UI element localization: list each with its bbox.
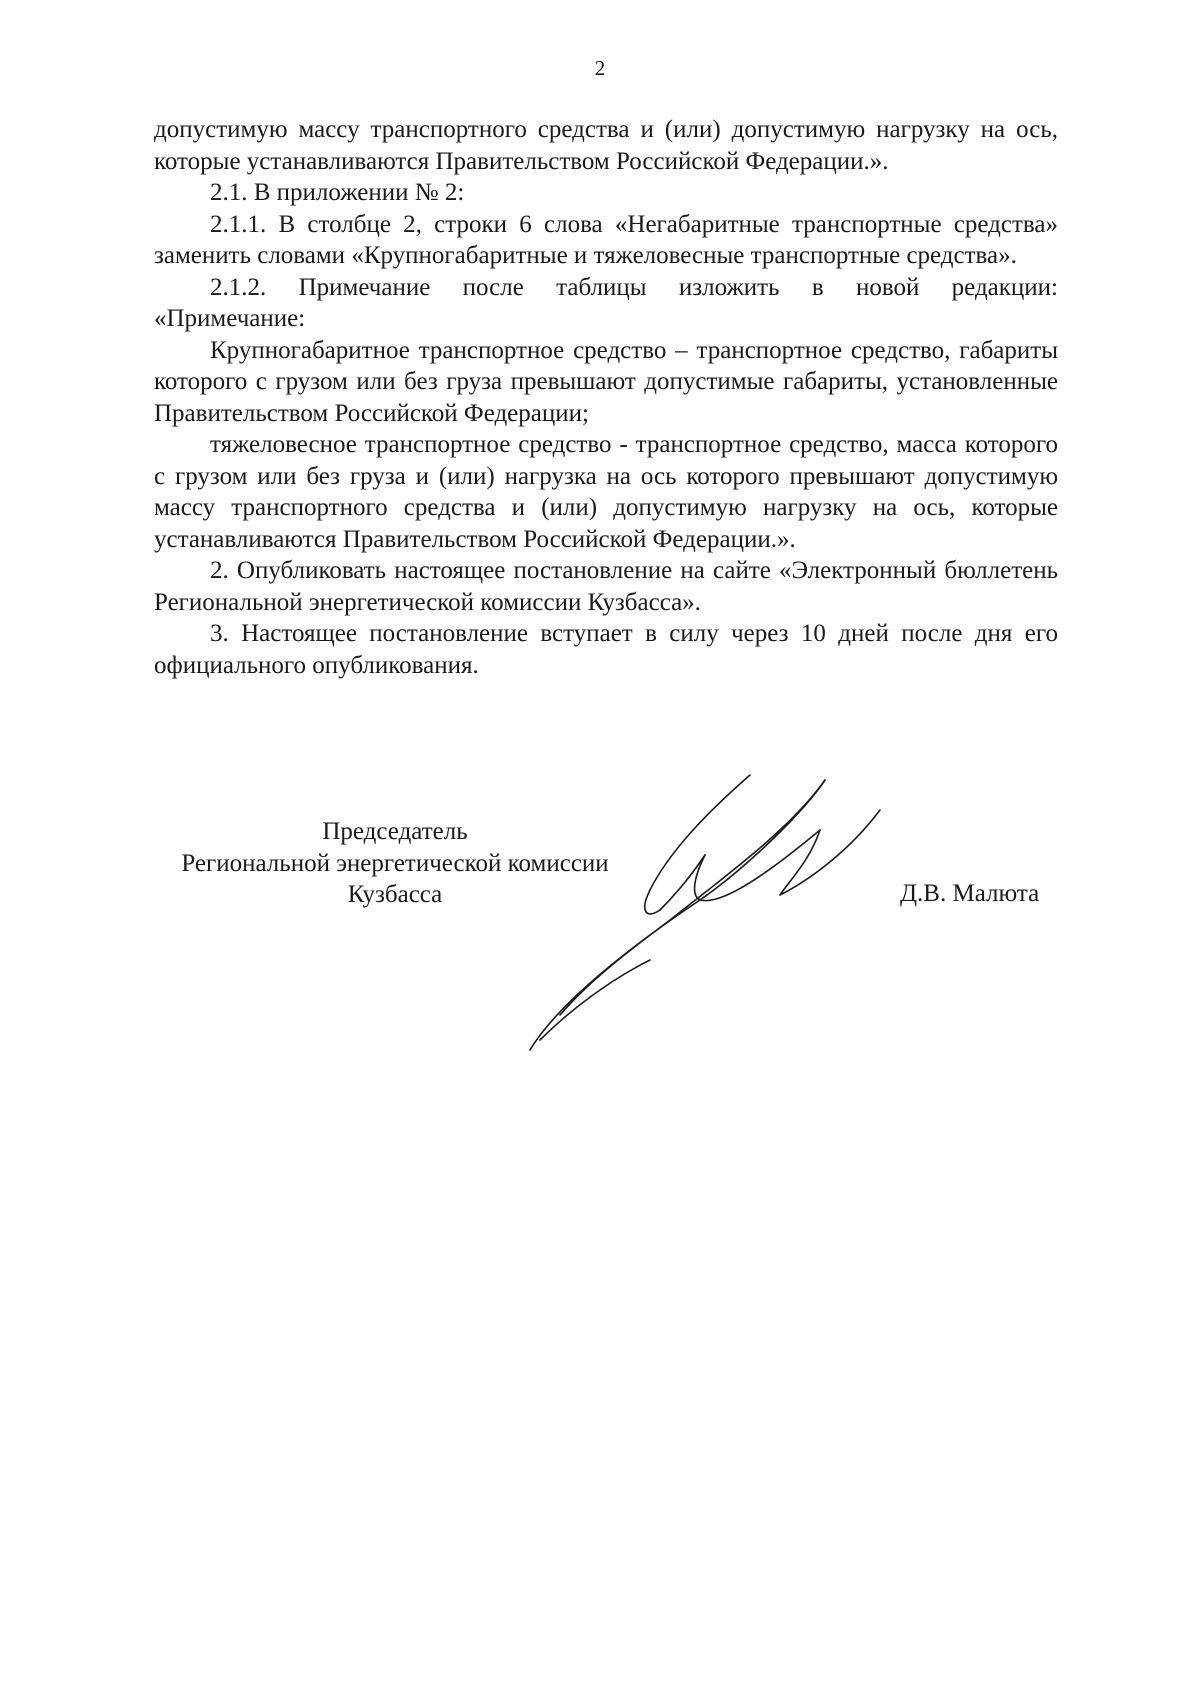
signatory-name: Д.В. Малюта xyxy=(900,880,1040,907)
document-body xyxy=(154,114,1058,681)
paragraph-2-1-1: 2.1.1. В столбце 2, строки 6 слова «Негабаритные транспортные средства» заменить словами «Крупногабаритные и тяжеловесные транспортные средства». xyxy=(154,210,1058,269)
paragraph-3-effective: 3. Настоящее постановление вступает в силу через 10 дней после дня его официального опубликования. xyxy=(154,620,1058,679)
paragraph-2-1: 2.1. В приложении № 2: xyxy=(210,179,465,206)
handwritten-signature xyxy=(520,770,940,1070)
note-definition-oversize: Крупногабаритное транспортное средство – транспортное средство, габариты которого с грузом или без груза превышают допустимые габариты, установленные Правительством Российской Федерации; xyxy=(154,336,1058,427)
note-heading: «Примечание: xyxy=(154,305,306,332)
note-definition-heavy: тяжеловесное транспортное средство - транспортное средство, масса которого с грузом или без груза и (или) нагрузка на ось которого превышают допустимую массу транспортного средства и (или) допустимую нагрузку на ось, которые устанавливаются Правительством Российской Федерации.». xyxy=(154,431,1058,553)
signatory-title-line3: Кузбасса xyxy=(347,881,443,908)
signatory-title-line2: Региональной энергетической комиссии xyxy=(181,849,609,877)
page-number: 2 xyxy=(594,56,606,80)
paragraph-2-1-2: 2.1.2. Примечание после таблицы изложить в новой редакции: xyxy=(210,273,1058,301)
paragraph-2-publish: 2. Опубликовать настоящее постановление на сайте «Электронный бюллетень Региональной энергетической комиссии Кузбасса». xyxy=(154,557,1058,616)
signatory-title-line1: Председатель xyxy=(322,818,468,845)
paragraph-continuation: допустимую массу транспортного средства и (или) допустимую нагрузку на ось, которые устанавливаются Правительством Российской Федерации.». xyxy=(154,116,1058,175)
